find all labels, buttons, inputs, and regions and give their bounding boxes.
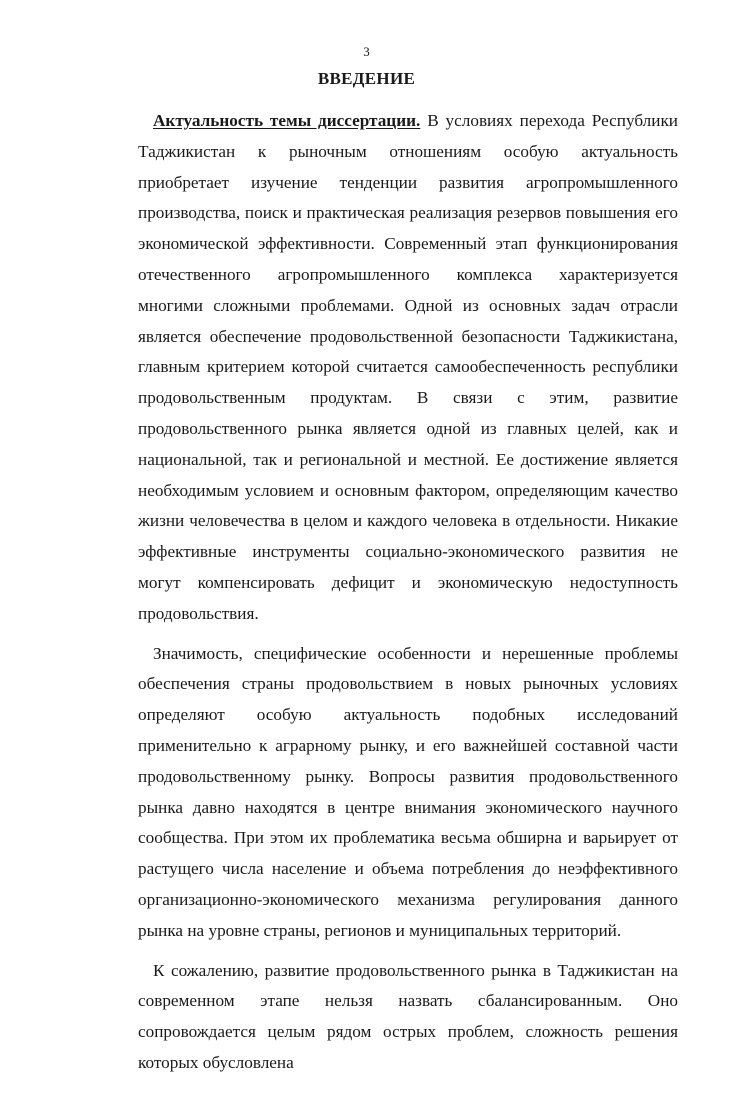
paragraph-lead-label: Актуальность темы диссертации. [153, 111, 421, 130]
paragraph-relevance [138, 106, 678, 630]
paragraph-text: В условиях перехода Республики Таджикистан к рыночным отношениям особую актуальность приобретает изучение тенденции развития агропромышленного производства, поиск и практическая реализация резервов повышения его экономической эффективности. Современный этап функционирования отечественного агропромышленного комплекса характеризуется многими сложными проблемами. Одной из основных задач отрасли является обеспечение продовольственной безопасности Таджикистана, главным критерием которой считается самообеспеченность республики продовольственным продуктам. В связи с этим, развитие продовольственного рынка является одной из главных целей, как и национальной, так и региональной и местной. Ее достижение является необходимым условием и основным фактором, определяющим качество жизни человечества в целом и каждого человека в отдельности. Никакие эффективные инструменты социально-экономического развития не могут компенсировать дефицит и экономическую недоступность продовольствия. [138, 111, 678, 623]
section-heading: ВВЕДЕНИЕ [317, 69, 416, 88]
paragraph-text: Значимость, специфические особенности и нерешенные проблемы обеспечения страны продовольствием в новых рыночных условиях определяют особую актуальность подобных исследований применительно к аграрному рынку, и его важнейшей составной части продовольственному рынку. Вопросы развития продовольственного рынка давно находятся в центре внимания экономического научного сообщества. При этом их проблематика весьма обширна и варьирует от растущего числа население и объема потребления до неэффективного организационно-экономического механизма регулирования данного рынка на уровне страны, регионов и муниципальных территорий. [138, 643, 678, 940]
paragraph-text: К сожалению, развитие продовольственного рынка в Таджикистан на современном этапе нельзя назвать сбалансированным. Оно сопровождается целым рядом острых проблем, сложность решения которых обусловлена [138, 960, 678, 1072]
paragraph-regret [138, 956, 678, 1079]
body-text [138, 106, 678, 1079]
paragraph-significance [138, 639, 678, 947]
page-number: 3 [363, 44, 370, 59]
